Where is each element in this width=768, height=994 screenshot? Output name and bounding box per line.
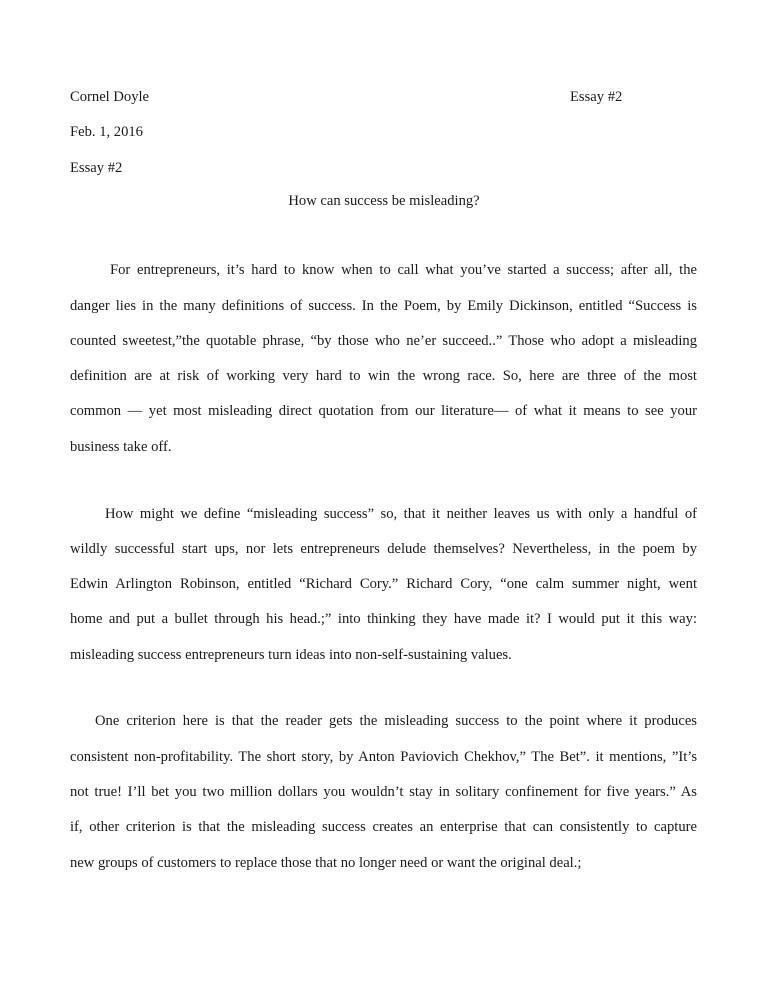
paragraph-1-line-2: danger lies in the many definitions of success. In the Poem, by Emily Dickinson, entitled “Success is (70, 298, 697, 314)
paragraph-2-line-1: How might we define “misleading success” so, that it neither leaves us with only a handful of (105, 506, 697, 522)
paragraph-1-line-6: business take off. (70, 439, 172, 455)
paragraph-3-line-4: if, other criterion is that the misleading success creates an enterprise that can consistently to capture (70, 819, 697, 835)
paragraph-1-line-3: counted sweetest,”the quotable phrase, “by those who ne’er succeed..” Those who adopt a misleading (70, 333, 697, 349)
date: Feb. 1, 2016 (70, 124, 143, 140)
essay-title: How can success be misleading? (288, 193, 480, 209)
essay-number-left: Essay #2 (70, 160, 123, 176)
essay-number-right: Essay #2 (570, 89, 623, 105)
paragraph-1-line-4: definition are at risk of working very hard to win the wrong race. So, here are three of the most (70, 368, 697, 384)
paragraph-3-line-2: consistent non-profitability. The short story, by Anton Paviovich Chekhov,” The Bet”. it mentions, ”It’s (70, 749, 697, 765)
paragraph-3-line-3: not true! I’ll bet you two million dollars you wouldn’t stay in solitary confinement for five years.” As (70, 784, 697, 800)
paragraph-1-line-1: For entrepreneurs, it’s hard to know when to call what you’ve started a success; after all, the (110, 262, 697, 278)
author-name: Cornel Doyle (70, 89, 150, 105)
paragraph-2-line-4: home and put a bullet through his head.;” into thinking they have made it? I would put it this way: (70, 611, 697, 627)
paragraph-1-line-5: common — yet most misleading direct quotation from our literature— of what it means to see your (70, 403, 697, 419)
paragraph-3-line-1: One criterion here is that the reader gets the misleading success to the point where it produces (95, 713, 697, 729)
paragraph-3-line-5: new groups of customers to replace those that no longer need or want the original deal.; (70, 855, 582, 871)
paragraph-2-line-3: Edwin Arlington Robinson, entitled “Richard Cory.” Richard Cory, “one calm summer night, went (70, 576, 697, 592)
paragraph-2-line-2: wildly successful start ups, nor lets entrepreneurs delude themselves? Nevertheless, in the poem by (70, 541, 697, 557)
paragraph-2-line-5: misleading success entrepreneurs turn ideas into non-self-sustaining values. (70, 647, 512, 663)
